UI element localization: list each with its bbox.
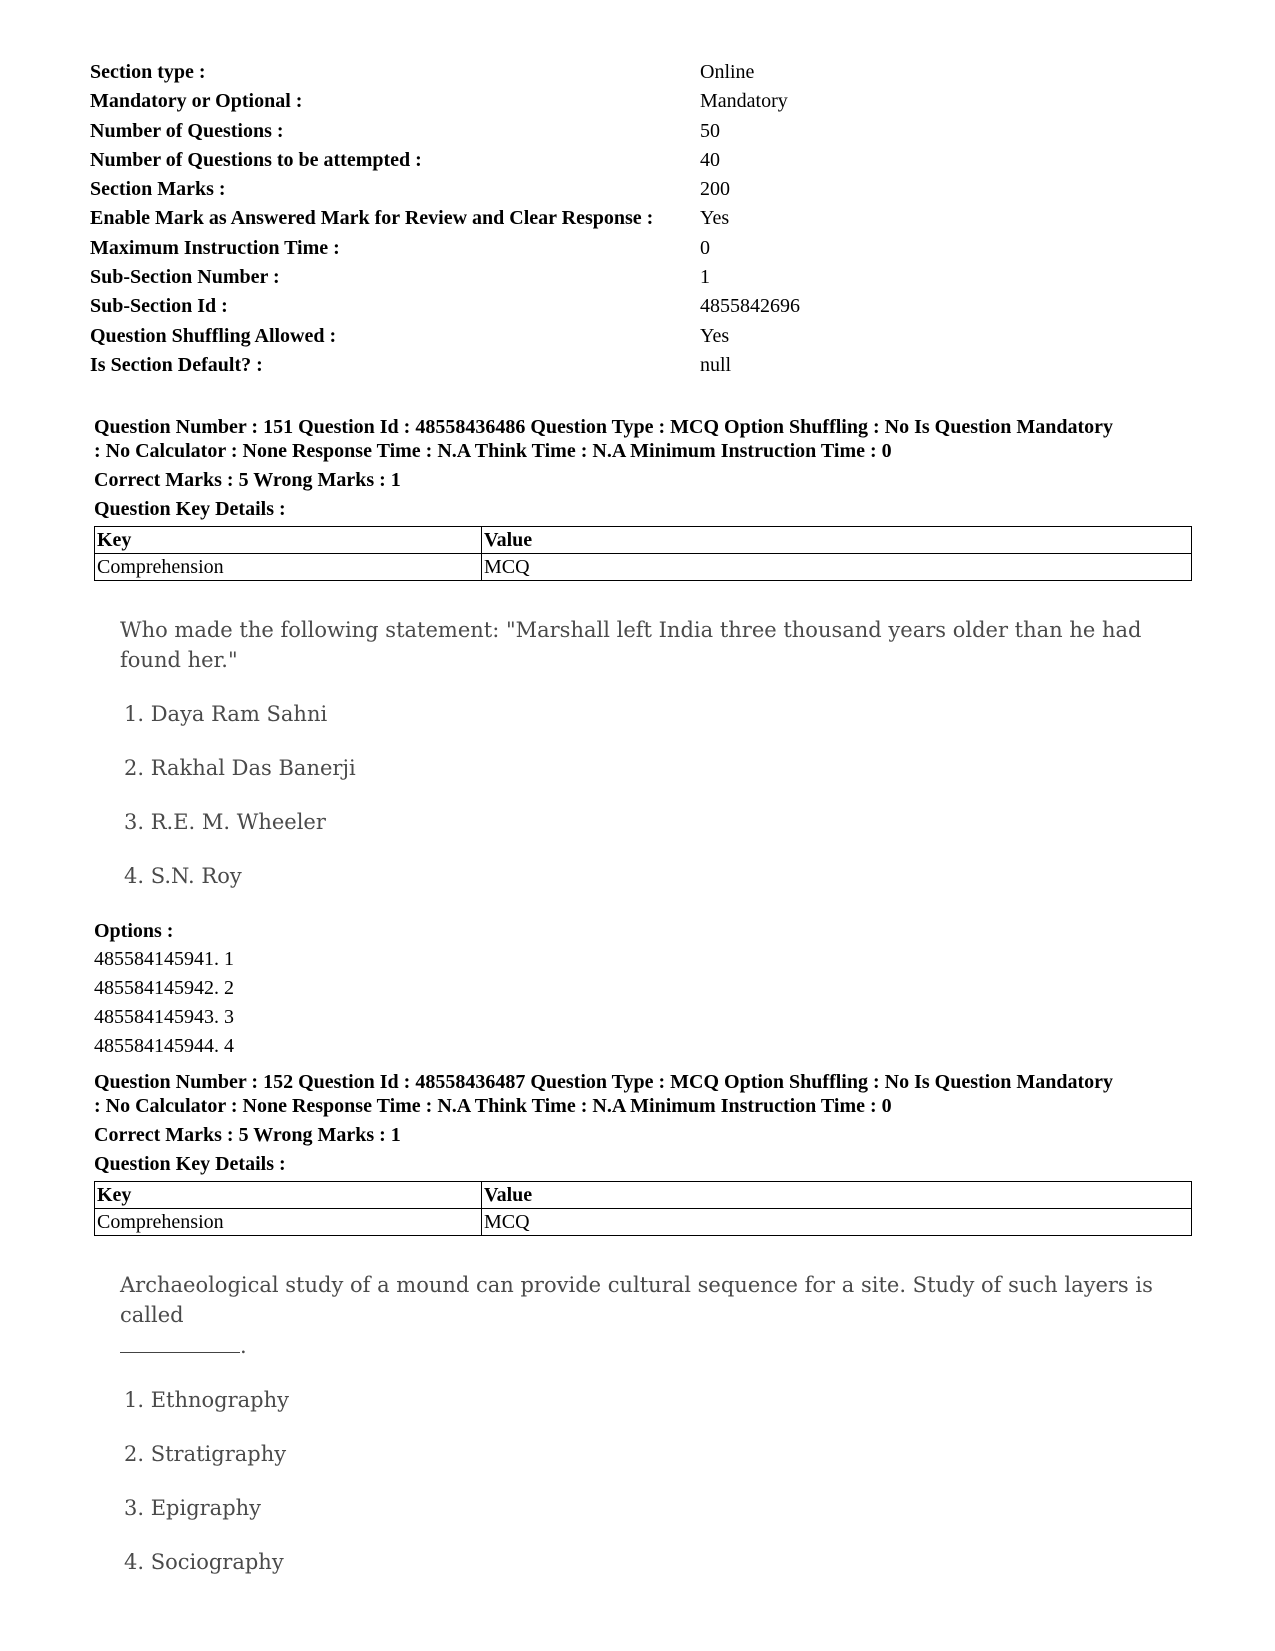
info-label: Section Marks : (90, 178, 226, 201)
option-id-row: 485584145943. 3 (94, 1006, 234, 1028)
info-label: Number of Questions to be attempted : (90, 148, 422, 171)
info-row (90, 87, 800, 116)
question-text-end: . (240, 1334, 247, 1358)
key-table-header (95, 527, 1192, 554)
key-cell: Comprehension (95, 1209, 482, 1236)
key-header-cell: Key (95, 527, 482, 554)
info-value: 1 (700, 266, 710, 289)
question-key-details-label: Question Key Details : (94, 498, 286, 520)
info-value: Online (700, 61, 755, 83)
option-id-row: 485584145941. 1 (94, 948, 234, 970)
question-text: Who made the following statement: "Marshall left India three thousand years older than he had found her." (120, 618, 1142, 672)
info-value: 4855842696 (700, 295, 800, 318)
key-header-cell: Key (95, 1182, 482, 1209)
info-value: 200 (700, 178, 730, 201)
info-label: Is Section Default? : (90, 353, 263, 376)
choice-item: 2. Stratigraphy (124, 1442, 287, 1466)
info-label: Sub-Section Id : (90, 295, 228, 318)
info-row (90, 322, 800, 351)
key-table (94, 1181, 1192, 1236)
question-marks: Correct Marks : 5 Wrong Marks : 1 (94, 469, 401, 491)
info-label: Question Shuffling Allowed : (90, 324, 337, 347)
key-table-row (95, 554, 1192, 581)
question-meta-line1: Question Number : 151 Question Id : 48558436486 Question Type : MCQ Option Shuffling : No Is Question Mandatory (94, 416, 1113, 438)
value-header-cell: Value (482, 1182, 1192, 1209)
info-label: Number of Questions : (90, 119, 284, 142)
question-meta-line1: Question Number : 152 Question Id : 48558436487 Question Type : MCQ Option Shuffling : No Is Question Mandatory (94, 1071, 1113, 1093)
choice-item: 3. Epigraphy (124, 1496, 262, 1520)
info-label: Enable Mark as Answered Mark for Review and Clear Response : (90, 207, 654, 230)
question-key-details-label: Question Key Details : (94, 1153, 286, 1175)
options-label: Options : (94, 920, 174, 942)
choice-item: 2. Rakhal Das Banerji (124, 756, 356, 780)
question-marks: Correct Marks : 5 Wrong Marks : 1 (94, 1124, 401, 1146)
key-table-header (95, 1182, 1192, 1209)
info-value: null (700, 353, 732, 376)
info-label: Maximum Instruction Time : (90, 236, 340, 259)
question-text: Archaeological study of a mound can provide cultural sequence for a site. Study of such layers is called (120, 1273, 1153, 1327)
info-row (90, 292, 800, 321)
section-info (90, 58, 800, 380)
info-row (90, 351, 800, 380)
choice-item: 4. S.N. Roy (124, 864, 242, 888)
info-value: 50 (700, 119, 720, 142)
info-value: Yes (700, 207, 730, 230)
choice-item: 1. Ethnography (124, 1388, 290, 1412)
choice-item: 4. Sociography (124, 1550, 284, 1574)
info-value: 0 (700, 236, 710, 259)
key-cell: Comprehension (95, 554, 482, 581)
choice-item: 1. Daya Ram Sahni (124, 702, 328, 726)
info-row (90, 175, 800, 204)
question-meta-line2: : No Calculator : None Response Time : N.A Think Time : N.A Minimum Instruction Time : 0 (94, 440, 892, 462)
option-id-row: 485584145942. 2 (94, 977, 234, 999)
key-table-row (95, 1209, 1192, 1236)
info-row (90, 146, 800, 175)
key-table (94, 526, 1192, 581)
option-id-row: 485584145944. 4 (94, 1035, 234, 1057)
info-row (90, 58, 800, 87)
info-row (90, 204, 800, 233)
value-cell: MCQ (482, 1209, 1192, 1236)
info-value: Mandatory (700, 90, 788, 113)
info-row (90, 263, 800, 292)
info-label: Section type : (90, 61, 206, 83)
value-cell: MCQ (482, 554, 1192, 581)
info-label: Mandatory or Optional : (90, 90, 303, 113)
choice-item: 3. R.E. M. Wheeler (124, 810, 326, 834)
info-row (90, 234, 800, 263)
info-value: 40 (700, 148, 720, 171)
question-151 (94, 415, 1194, 1061)
value-header-cell: Value (482, 527, 1192, 554)
fill-in-blank (120, 1330, 240, 1353)
info-row (90, 117, 800, 146)
info-value: Yes (700, 324, 730, 347)
question-meta-line2: : No Calculator : None Response Time : N.A Think Time : N.A Minimum Instruction Time : 0 (94, 1095, 892, 1117)
question-text-block (120, 1270, 1194, 1361)
choice-list (94, 699, 1194, 891)
choice-list (94, 1385, 1194, 1577)
info-label: Sub-Section Number : (90, 266, 280, 289)
question-152 (94, 1070, 1194, 1577)
